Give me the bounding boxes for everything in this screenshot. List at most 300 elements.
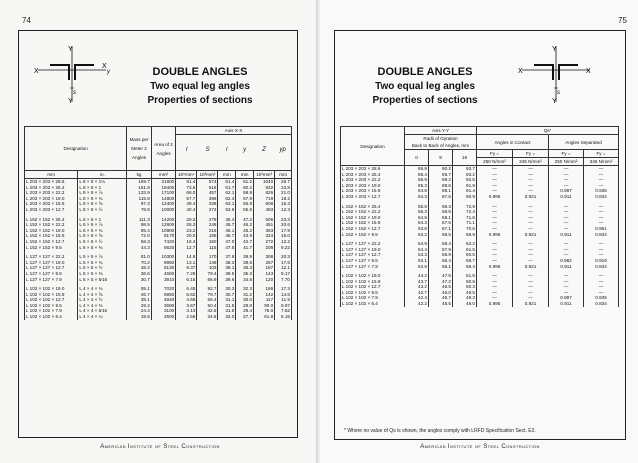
table-cell: 216 bbox=[197, 228, 218, 234]
table-cell: 21600 bbox=[151, 179, 175, 185]
table-cell: 54.4 bbox=[405, 247, 429, 253]
table-cell: L 127 × 127 × 12.7 bbox=[25, 265, 78, 271]
table-cell: L 6 × 6 × ⅝ bbox=[78, 233, 127, 239]
axis-label-y-bottom: Y bbox=[68, 98, 73, 104]
table-cell: 169.7 bbox=[127, 179, 151, 185]
table-cell: 30.0 bbox=[236, 297, 254, 303]
area-header: Area of 2 Angles bbox=[151, 127, 175, 171]
table-cell: 49.5 bbox=[453, 290, 477, 296]
table-cell: 14200 bbox=[151, 217, 175, 223]
table-cell: — bbox=[513, 172, 549, 178]
table-cell: 9170 bbox=[151, 233, 175, 239]
table-cell: 62.1 bbox=[218, 190, 236, 196]
properties-table-right bbox=[340, 126, 619, 307]
table-cell: L 6 × 6 × ½ bbox=[78, 239, 127, 245]
table-cell: — bbox=[513, 290, 549, 296]
table-cell: 56.1 bbox=[429, 264, 453, 270]
table-cell: 45.5 bbox=[429, 301, 453, 307]
table-cell: — bbox=[584, 172, 619, 178]
table-cell: L 127 × 127 × 9.5 bbox=[25, 271, 78, 277]
table-cell: — bbox=[477, 247, 513, 253]
table-cell: L 102 × 102 × 9.5 bbox=[341, 290, 405, 296]
table-cell: 39.1 bbox=[218, 265, 236, 271]
table-cell: — bbox=[549, 183, 584, 189]
table-cell: 66.9 bbox=[197, 277, 218, 283]
table-cell: 34.6 bbox=[236, 277, 254, 283]
table-cell: 42.4 bbox=[405, 295, 429, 301]
table-cell: 62.4 bbox=[218, 196, 236, 202]
table-cell: 4840 bbox=[151, 297, 175, 303]
table-cell: 20.0 bbox=[176, 233, 197, 239]
table-cell: 16.4 bbox=[176, 239, 197, 245]
table-cell: L 4 × 4 × ⅝ bbox=[78, 292, 127, 298]
table-cell: — bbox=[549, 204, 584, 210]
table-cell: — bbox=[549, 290, 584, 296]
table-cell: L 127 × 127 × 9.5 bbox=[341, 258, 405, 264]
col-r: r bbox=[226, 147, 228, 153]
table-cell: 6130 bbox=[151, 265, 175, 271]
table-cell: 57.7 bbox=[176, 196, 197, 202]
table-cell: 151.8 bbox=[127, 185, 151, 191]
table-cell: — bbox=[584, 252, 619, 258]
table-cell: 81.0 bbox=[127, 254, 151, 260]
table-cell: — bbox=[513, 273, 549, 279]
table-cell: 42.7 bbox=[236, 239, 254, 245]
table-cell: — bbox=[477, 204, 513, 210]
table-cell: 3690 bbox=[151, 303, 175, 309]
table-cell: L 6 × 6 × ⅜ bbox=[78, 245, 127, 251]
table-cell: 65.8 bbox=[405, 204, 429, 210]
table-cell: 7420 bbox=[151, 239, 175, 245]
table-cell: 58.4 bbox=[429, 241, 453, 247]
table-cell: 17100 bbox=[151, 190, 175, 196]
spacing-0: 0 bbox=[405, 150, 429, 166]
table-cell: L 203 × 203 × 19.0 bbox=[341, 183, 405, 189]
table-cell: 10300 bbox=[151, 254, 175, 260]
fy-label: Fy = bbox=[513, 150, 549, 158]
table-cell: 24.4 bbox=[127, 308, 151, 314]
table-cell: L 102 × 102 × 7.9 bbox=[341, 295, 405, 301]
table-cell: 44.3 bbox=[127, 245, 151, 251]
table-cell: L 127 × 127 × 12.7 bbox=[341, 252, 405, 258]
axis-label-x-right: X bbox=[102, 63, 107, 70]
table-cell: — bbox=[477, 279, 513, 285]
table-cell: L 4 × 4 × ¾ bbox=[78, 286, 127, 292]
table-cell: 63.6 bbox=[218, 207, 236, 213]
table-cell: 608 bbox=[254, 201, 275, 207]
table-cell: — bbox=[513, 220, 549, 226]
table-cell: L 6 × 6 × ⅞ bbox=[78, 222, 127, 228]
table-cell: — bbox=[549, 284, 584, 290]
table-cell: 69.9 bbox=[453, 232, 477, 238]
table-cell: 0.997 bbox=[549, 295, 584, 301]
col-y: y bbox=[243, 147, 247, 153]
table-cell: 26.3 bbox=[176, 222, 197, 228]
table-cell: L 203 × 203 × 12.7 bbox=[341, 194, 405, 200]
table-cell: L 102 × 102 × 15.9 bbox=[25, 292, 78, 298]
page-subtitle-2: Properties of sections bbox=[147, 95, 253, 106]
table-cell: — bbox=[584, 284, 619, 290]
table-cell: 0.921 bbox=[513, 232, 549, 238]
table-cell: — bbox=[477, 241, 513, 247]
table-cell: 61.8 bbox=[254, 314, 275, 320]
table-cell: 14800 bbox=[151, 196, 175, 202]
table-cell: 170 bbox=[197, 254, 218, 260]
table-cell: L 6 × 6 × 1 bbox=[78, 217, 127, 223]
table-cell: 46.0 bbox=[429, 290, 453, 296]
table-cell: 14.8 bbox=[176, 254, 197, 260]
radii-title: Radii of Gyration bbox=[423, 136, 458, 141]
page-number: 75 bbox=[618, 16, 627, 25]
spacing-9: 9 bbox=[429, 150, 453, 166]
table-cell: 57.9 bbox=[429, 247, 453, 253]
table-cell: 66.0 bbox=[176, 190, 197, 196]
table-cell: 451 bbox=[254, 222, 275, 228]
table-cell: 148 bbox=[197, 260, 218, 266]
table-cell: 0.995 bbox=[477, 194, 513, 200]
table-cell: L 152 × 152 × 12.7 bbox=[25, 239, 78, 245]
table-cell: 17.3 bbox=[275, 286, 292, 292]
table-cell: 0.997 bbox=[549, 188, 584, 194]
table-cell: 64.8 bbox=[405, 215, 429, 221]
table-cell: 98.5 bbox=[127, 222, 151, 228]
table-cell: 72.4 bbox=[453, 209, 477, 215]
table-cell: 516 bbox=[197, 185, 218, 191]
table-cell: 267 bbox=[254, 260, 275, 266]
table-cell: 68.1 bbox=[429, 215, 453, 221]
table-cell: 67.1 bbox=[429, 226, 453, 232]
table-cell: L 102 × 102 × 19.0 bbox=[341, 273, 405, 279]
table-cell: 279 bbox=[197, 217, 218, 223]
table-cell: 40.4 bbox=[176, 207, 197, 213]
table-cell: 20.6 bbox=[275, 222, 292, 228]
table-cell: — bbox=[513, 295, 549, 301]
table-cell: L 127 × 127 × 7.9 bbox=[25, 277, 78, 283]
table-cell: 62.2 bbox=[453, 241, 477, 247]
table-cell: — bbox=[477, 258, 513, 264]
table-cell: 12.1 bbox=[275, 265, 292, 271]
table-cell: 38.6 bbox=[236, 260, 254, 266]
table-cell: 14.6 bbox=[275, 292, 292, 298]
table-cell: L 4 × 4 × ¼ bbox=[78, 314, 127, 320]
table-cell: 28.4 bbox=[236, 308, 254, 314]
table-cell: 91.9 bbox=[453, 183, 477, 189]
table-cell: 0.919 bbox=[584, 258, 619, 264]
table-cell: L 152 × 152 × 12.7 bbox=[341, 226, 405, 232]
table-cell: — bbox=[549, 215, 584, 221]
table-cell: 73.8 bbox=[176, 185, 197, 191]
table-cell: 50.4 bbox=[197, 303, 218, 309]
table-cell: 6.45 bbox=[176, 286, 197, 292]
table-cell: 45.7 bbox=[218, 222, 236, 228]
table-cell: 60.5 bbox=[453, 252, 477, 258]
table-cell: 31.2 bbox=[236, 292, 254, 298]
table-cell: 60.2 bbox=[236, 185, 254, 191]
table-cell: L 4 × 4 × ⅜ bbox=[78, 303, 127, 309]
table-cell: — bbox=[513, 258, 549, 264]
table-cell: L 5 × 5 × ¾ bbox=[78, 260, 127, 266]
table-cell: — bbox=[584, 215, 619, 221]
table-cell: 53.3 bbox=[405, 252, 429, 258]
table-cell: 46.7 bbox=[218, 233, 236, 239]
footnote: * Where no value of Qs is shown, the angles comply with LRFD Specification Sect. E2. bbox=[344, 428, 536, 434]
unit-y: mm bbox=[236, 171, 254, 179]
table-cell: 7.26 bbox=[176, 271, 197, 277]
table-cell: 29.2 bbox=[127, 303, 151, 309]
table-cell: 53.1 bbox=[405, 258, 429, 264]
table-cell: 0.834 bbox=[584, 194, 619, 200]
table-cell: 334 bbox=[254, 233, 275, 239]
table-cell: 63.2 bbox=[405, 232, 429, 238]
table-cell: L 152 × 152 × 15.9 bbox=[341, 220, 405, 226]
table-cell: 12.7 bbox=[176, 245, 197, 251]
table-cell: 396 bbox=[197, 196, 218, 202]
table-cell: 166 bbox=[254, 286, 275, 292]
fy-label: Fy = bbox=[549, 150, 584, 158]
designation-header: Designation bbox=[25, 127, 127, 171]
table-cell: L 127 × 127 × 7.9 bbox=[341, 264, 405, 270]
table-cell: 0.834 bbox=[584, 232, 619, 238]
table-cell: 47.5 bbox=[218, 245, 236, 251]
table-cell: 38.3 bbox=[218, 260, 236, 266]
table-cell: — bbox=[513, 166, 549, 172]
table-cell: 63.8 bbox=[405, 226, 429, 232]
table-cell: 49.3 bbox=[453, 295, 477, 301]
table-cell: L 5 × 5 × 5⁄16 bbox=[78, 277, 127, 283]
table-cell: 86.4 bbox=[405, 172, 429, 178]
page-number: 74 bbox=[22, 16, 31, 25]
table-cell: 92.7 bbox=[197, 286, 218, 292]
table-cell: L 5 × 5 × ½ bbox=[78, 265, 127, 271]
axis-label-x-left: X bbox=[518, 68, 523, 75]
table-cell: L 152 × 152 × 9.5 bbox=[341, 232, 405, 238]
table-cell: 7020 bbox=[151, 286, 175, 292]
table-cell: L 8 × 8 × ½ bbox=[78, 207, 127, 213]
table-cell: 185 bbox=[197, 233, 218, 239]
table-cell: 26.7 bbox=[275, 179, 292, 185]
table-cell: 72.9 bbox=[453, 204, 477, 210]
table-cell: 0.911 bbox=[549, 194, 584, 200]
table-cell: 272 bbox=[254, 239, 275, 245]
table-cell: — bbox=[513, 204, 549, 210]
axis-label-x-right: X bbox=[586, 68, 591, 75]
table-cell: 78.6 bbox=[127, 207, 151, 213]
spacing-19: 19 bbox=[453, 150, 477, 166]
table-cell: L 127 × 127 × 22.2 bbox=[25, 254, 78, 260]
table-cell: 10000 bbox=[151, 207, 175, 213]
table-cell: 56.9 bbox=[429, 252, 453, 258]
unit-yp: mm bbox=[275, 171, 292, 179]
table-cell: 55.6 bbox=[236, 207, 254, 213]
table-cell: — bbox=[584, 209, 619, 215]
table-cell: L 8 × 8 × ⅝ bbox=[78, 201, 127, 207]
table-cell: 37.9 bbox=[218, 254, 236, 260]
table-cell: 15.3 bbox=[275, 201, 292, 207]
table-cell: 88.6 bbox=[429, 183, 453, 189]
spacing-label-s: s bbox=[73, 90, 76, 96]
table-cell: 79.7 bbox=[197, 292, 218, 298]
table-cell: L 152 × 152 × 25.4 bbox=[25, 217, 78, 223]
table-cell: 0.921 bbox=[513, 264, 549, 270]
table-cell: 57.9 bbox=[236, 196, 254, 202]
table-cell: 44.2 bbox=[405, 273, 429, 279]
table-cell: 86.9 bbox=[405, 166, 429, 172]
table-cell: 0.995 bbox=[477, 264, 513, 270]
table-cell: — bbox=[513, 215, 549, 221]
table-cell: 68.8 bbox=[429, 209, 453, 215]
table-cell: 36.3 bbox=[236, 265, 254, 271]
table-cell: 13.1 bbox=[176, 260, 197, 266]
table-cell: 61.7 bbox=[218, 185, 236, 191]
table-cell: 6.16 bbox=[176, 277, 197, 283]
table-cell: 0.982 bbox=[549, 258, 584, 264]
table-cell: 493 bbox=[254, 207, 275, 213]
table-cell: 187 bbox=[254, 265, 275, 271]
table-cell: L 203 × 203 × 25.4 bbox=[25, 185, 78, 191]
table-cell: — bbox=[513, 279, 549, 285]
table-cell: L 8 × 8 × ¾ bbox=[78, 196, 127, 202]
table-cell: L 152 × 152 × 22.2 bbox=[25, 222, 78, 228]
table-cell: 56.8 bbox=[236, 201, 254, 207]
table-cell: 76.0 bbox=[254, 308, 275, 314]
table-cell: 117 bbox=[254, 297, 275, 303]
table-cell: 92.5 bbox=[453, 177, 477, 183]
table-cell: 17.6 bbox=[275, 260, 292, 266]
table-cell: — bbox=[477, 252, 513, 258]
table-cell: 248 bbox=[197, 222, 218, 228]
table-cell: — bbox=[549, 226, 584, 232]
table-cell: 12.2 bbox=[275, 239, 292, 245]
unit-area: mm² bbox=[151, 171, 175, 179]
table-cell: 31.1 bbox=[218, 297, 236, 303]
table-cell: L 152 × 152 × 15.9 bbox=[25, 233, 78, 239]
table-cell: 574 bbox=[197, 179, 218, 185]
table-cell: 43.2 bbox=[405, 284, 429, 290]
unit-mass: kg bbox=[127, 171, 151, 179]
table-cell: 69.3 bbox=[429, 204, 453, 210]
table-cell: 71.6 bbox=[453, 215, 477, 221]
table-cell: 826 bbox=[254, 190, 275, 196]
table-cell: — bbox=[584, 247, 619, 253]
col-yp: yp bbox=[279, 147, 286, 153]
qs-header: Qs* bbox=[477, 127, 619, 135]
table-cell: 12600 bbox=[151, 222, 175, 228]
page-footer: American Institute of Steel Construction bbox=[420, 444, 540, 450]
table-cell: 30.7 bbox=[218, 292, 236, 298]
table-cell: — bbox=[477, 209, 513, 215]
table-cell: — bbox=[584, 166, 619, 172]
table-cell: 20.3 bbox=[275, 254, 292, 260]
table-cell: 38.1 bbox=[127, 297, 151, 303]
table-cell: 72.0 bbox=[127, 233, 151, 239]
page-title: DOUBLE ANGLES bbox=[377, 66, 473, 78]
table-cell: L 203 × 203 × 22.2 bbox=[25, 190, 78, 196]
table-cell: 9.17 bbox=[275, 271, 292, 277]
axis-xx-title: Axis X-X bbox=[176, 127, 291, 135]
table-cell: — bbox=[584, 220, 619, 226]
fy-label: Fy = bbox=[584, 150, 619, 158]
table-cell: L 203 × 203 × 15.9 bbox=[25, 201, 78, 207]
table-cell: — bbox=[549, 209, 584, 215]
table-cell: 7.62 bbox=[275, 308, 292, 314]
table-cell: 719 bbox=[254, 196, 275, 202]
table-cell: 89.2 bbox=[429, 177, 453, 183]
table-cell: 19400 bbox=[151, 185, 175, 191]
axis-label-y-bottom: Y bbox=[552, 98, 557, 104]
table-cell: — bbox=[584, 279, 619, 285]
table-cell: 71.1 bbox=[453, 220, 477, 226]
table-cell: 338 bbox=[197, 201, 218, 207]
table-cell: 457 bbox=[197, 190, 218, 196]
table-cell: 0.935 bbox=[584, 188, 619, 194]
axis-yy-header: Axis Y-Y bbox=[405, 127, 477, 135]
table-cell: 90.0 bbox=[254, 303, 275, 309]
table-cell: — bbox=[549, 220, 584, 226]
table-cell: — bbox=[477, 273, 513, 279]
table-cell: 61.5 bbox=[453, 247, 477, 253]
table-cell: 23.8 bbox=[275, 185, 292, 191]
table-cell: 18.2 bbox=[275, 196, 292, 202]
axis-xx-header bbox=[176, 127, 292, 171]
table-cell: 5.62 bbox=[176, 292, 197, 298]
page-footer: American Institute of Steel Construction bbox=[100, 444, 220, 450]
table-cell: 48.2 bbox=[127, 265, 151, 271]
spacing-label-s: s bbox=[557, 90, 560, 96]
table-cell: 115 bbox=[197, 245, 218, 251]
table-cell: 65.3 bbox=[405, 209, 429, 215]
table-cell: 85.4 bbox=[127, 228, 151, 234]
table-cell: 932 bbox=[254, 185, 275, 191]
table-cell: 34.6 bbox=[197, 314, 218, 320]
double-angle-diagram bbox=[516, 44, 596, 104]
table-cell: 84.8 bbox=[405, 188, 429, 194]
table-cell: — bbox=[513, 241, 549, 247]
table-cell: — bbox=[584, 204, 619, 210]
table-cell: L 4 × 4 × ½ bbox=[78, 297, 127, 303]
table-cell: 47.8 bbox=[429, 273, 453, 279]
page-subtitle-1: Two equal leg angles bbox=[150, 81, 250, 92]
table-cell: 58.3 bbox=[127, 239, 151, 245]
angles-contact-header: Angles in Contact bbox=[477, 135, 549, 150]
table-cell: 90.2 bbox=[429, 166, 453, 172]
table-cell: 39.6 bbox=[218, 277, 236, 283]
table-cell: — bbox=[513, 183, 549, 189]
table-cell: — bbox=[549, 247, 584, 253]
table-cell: 39.5 bbox=[218, 271, 236, 277]
table-cell: L 127 × 127 × 19.0 bbox=[341, 247, 405, 253]
table-cell: 43.7 bbox=[405, 279, 429, 285]
table-cell: 61.4 bbox=[218, 179, 236, 185]
left-page bbox=[0, 0, 318, 463]
table-cell: — bbox=[477, 183, 513, 189]
table-cell: 3.13 bbox=[176, 308, 197, 314]
table-cell: — bbox=[584, 183, 619, 189]
table-cell: 306 bbox=[254, 254, 275, 260]
table-cell: — bbox=[549, 241, 584, 247]
table-cell: 42.2 bbox=[405, 301, 429, 307]
table-cell: 42.6 bbox=[197, 308, 218, 314]
col-S: S bbox=[205, 147, 210, 153]
designation-header: Designation bbox=[341, 127, 405, 166]
table-cell: L 5 × 5 × ⅞ bbox=[78, 254, 127, 260]
table-cell: — bbox=[549, 172, 584, 178]
table-cell: 41.7 bbox=[236, 245, 254, 251]
table-cell: 393 bbox=[254, 228, 275, 234]
table-cell: 208 bbox=[254, 245, 275, 251]
table-cell: 2500 bbox=[151, 314, 175, 320]
table-cell: L 203 × 203 × 22.2 bbox=[341, 177, 405, 183]
table-cell: 49.4 bbox=[176, 201, 197, 207]
